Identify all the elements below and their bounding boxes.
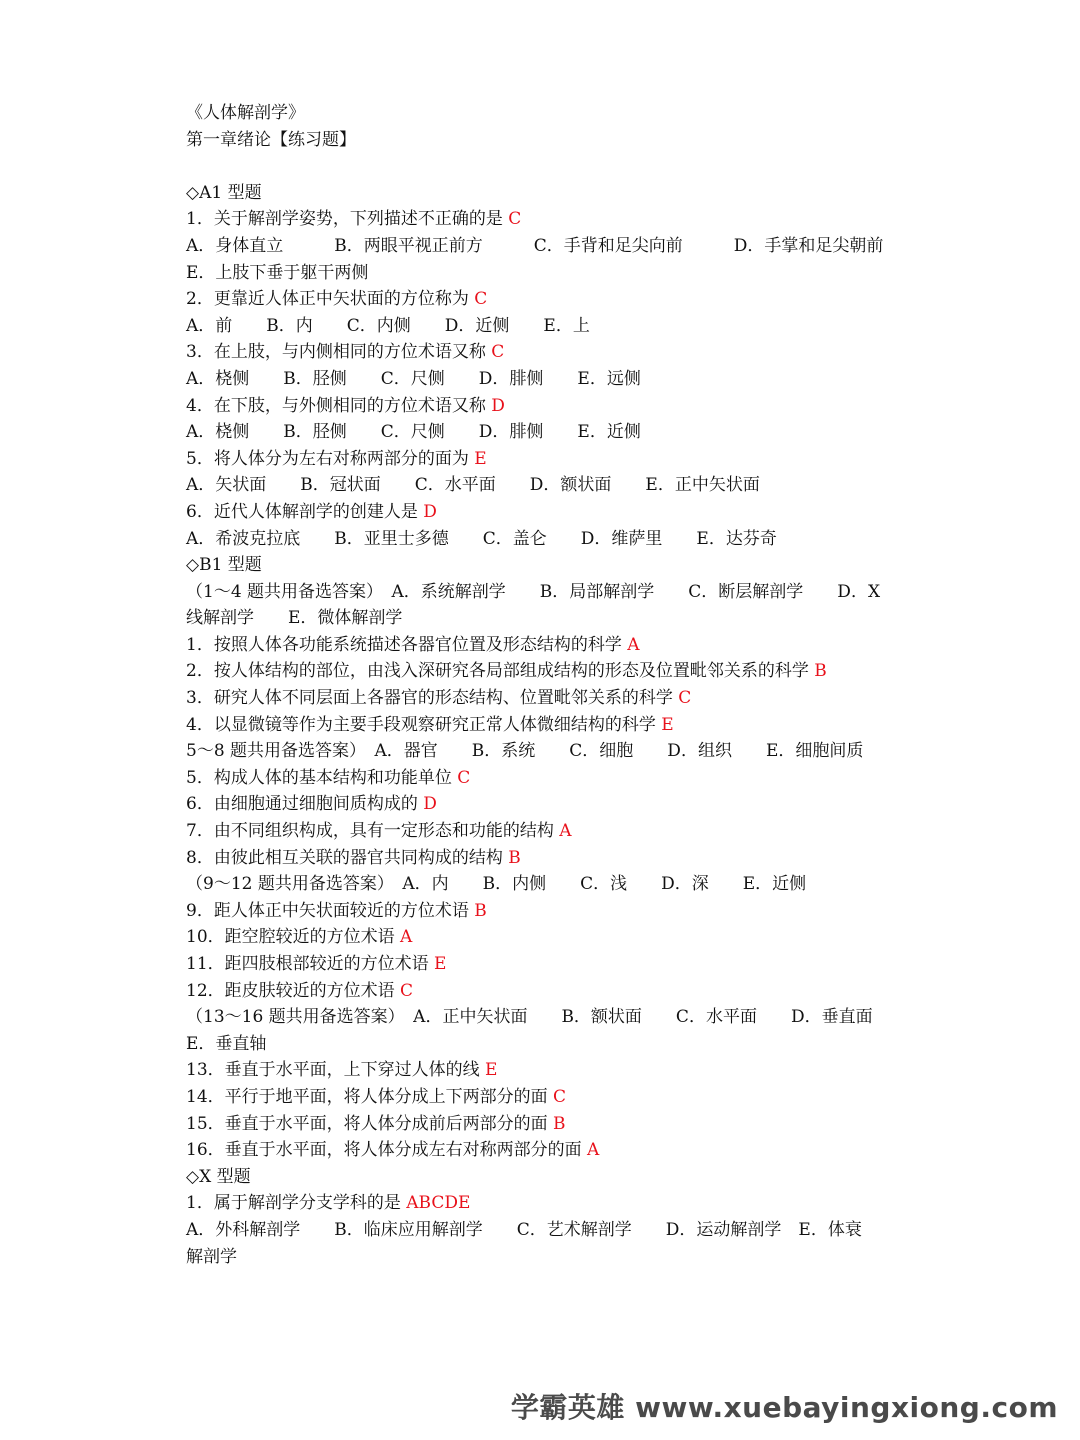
question-line [186,1190,906,1217]
line-text: 3．在上肢，与内侧相同的方位术语又称 [186,342,492,363]
text-line [186,1004,906,1031]
line-text: 10．距空腔较近的方位术语 [186,927,401,948]
answer-key: B [814,661,827,682]
line-text: A．矢状面 B．冠状面 C．水平面 D．额状面 E．正中矢状面 [186,475,760,496]
answer-key: C [400,980,414,1001]
question-line [186,898,906,925]
chapter-heading: 第一章绪论【练习题】 [186,129,356,150]
watermark-text: 学霸英雄 www.xuebayingxiong.com [510,1391,1058,1424]
text-line [186,472,906,499]
text-line [186,260,906,287]
text-line [186,1031,906,1058]
line-text: E．上肢下垂于躯干两侧 [186,262,369,283]
answer-key: C [553,1086,567,1107]
line-text: 4．在下肢，与外侧相同的方位术语又称 [186,395,492,416]
question-line [186,712,906,739]
answer-key: D [423,501,437,522]
line-text: 4．以显微镜等作为主要手段观察研究正常人体微细结构的科学 [186,714,662,735]
text-line [186,313,906,340]
answer-key: B [553,1113,566,1134]
question-list [186,180,906,1270]
question-line [186,206,906,233]
line-text: 1．关于解剖学姿势，下列描述不正确的是 [186,209,509,230]
text-line [186,738,906,765]
line-text: 1．按照人体各功能系统描述各器官位置及形态结构的科学 [186,634,628,655]
question-line [186,632,906,659]
line-text: ◇A1 型题 [186,182,262,203]
line-text: 14．平行于地平面，将人体分成上下两部分的面 [186,1086,554,1107]
line-text: A．前 B．内 C．内侧 D．近侧 E．上 [186,315,590,336]
text-line [186,233,906,260]
answer-key: B [508,847,521,868]
line-text: E．垂直轴 [186,1033,267,1054]
line-text: 11．距四肢根部较近的方位术语 [186,954,435,974]
line-text: （1～4 题共用备选答案） A．系统解剖学 B．局部解剖学 C．断层解剖学 D．X [186,581,881,602]
answer-key: D [423,794,437,815]
line-text: 9．距人体正中矢状面较近的方位术语 [186,900,475,921]
text-line [186,871,906,898]
text-line [186,526,906,553]
line-text: 6．近代人体解剖学的创建人是 [186,501,424,522]
answer-key: E [485,1060,498,1081]
line-text: 12．距皮肤较近的方位术语 [186,980,401,1001]
answer-key: C [491,342,505,363]
question-line [186,658,906,685]
question-line [186,393,906,420]
answer-key: C [508,209,522,230]
text-line [186,366,906,393]
answer-key: A [400,927,413,948]
line-text: 解剖学 [186,1246,237,1267]
question-line [186,1084,906,1111]
answer-key: A [559,821,572,842]
document-body [186,100,906,1270]
line-text: A．身体直立 B．两眼平视正前方 C．手背和足尖向前 D．手掌和足尖朝前 [186,235,884,256]
document-title: 《人体解剖学》 [186,103,305,123]
line-text: A．桡侧 B．胫侧 C．尺侧 D．腓侧 E．远侧 [186,368,641,389]
question-line [186,951,906,978]
line-text: 5．将人体分为左右对称两部分的面为 [186,448,475,469]
question-line [186,685,906,712]
question-line [186,978,906,1005]
answer-key: E [661,714,674,735]
text-line [186,579,906,606]
answer-key: A [627,634,640,655]
answer-key: B [474,900,487,921]
line-text: 7．由不同组织构成，具有一定形态和功能的结构 [186,821,560,842]
line-text: 线解剖学 E．微体解剖学 [186,608,403,629]
text-line [186,552,906,579]
question-line [186,1057,906,1084]
text-line [186,1164,906,1191]
line-text: A．希波克拉底 B．亚里士多德 C．盖仑 D．维萨里 E．达芬奇 [186,528,777,549]
question-line [186,924,906,951]
line-text: 16．垂直于水平面，将人体分成左右对称两部分的面 [186,1140,588,1161]
line-text: （9～12 题共用备选答案） A．内 B．内侧 C．浅 D．深 E．近侧 [186,874,807,895]
answer-key: ABCDE [406,1193,471,1214]
question-line [186,339,906,366]
question-line [186,818,906,845]
answer-key: C [474,289,488,310]
answer-key: C [678,688,692,709]
text-line [186,605,906,632]
text-line [186,1244,906,1271]
text-line [186,419,906,446]
line-text: 1．属于解剖学分支学科的是 [186,1193,407,1214]
line-text: 13．垂直于水平面，上下穿过人体的线 [186,1060,486,1081]
line-text: 6．由细胞通过细胞间质构成的 [186,794,424,815]
question-line [186,446,906,473]
blank-line [186,153,906,180]
question-line [186,1137,906,1164]
text-line [186,1217,906,1244]
line-text: ◇X 型题 [186,1166,251,1187]
question-line [186,499,906,526]
question-line [186,845,906,872]
line-text: 2．按人体结构的部位，由浅入深研究各局部组成结构的形态及位置毗邻关系的科学 [186,661,815,682]
line-text: （13～16 题共用备选答案） A．正中矢状面 B．额状面 C．水平面 D．垂直面 [186,1007,873,1028]
line-text: A．桡侧 B．胫侧 C．尺侧 D．腓侧 E．近侧 [186,422,641,443]
answer-key: C [457,767,471,788]
answer-key: A [587,1140,600,1161]
answer-key: E [474,448,487,469]
line-text: 15．垂直于水平面，将人体分成前后两部分的面 [186,1113,554,1134]
question-line [186,1111,906,1138]
line-text: 2．更靠近人体正中矢状面的方位称为 [186,289,475,310]
answer-key: D [491,395,505,416]
line-text: 3．研究人体不同层面上各器官的形态结构、位置毗邻关系的科学 [186,688,679,709]
line-text: 5～8 题共用备选答案） A．器官 B．系统 C．细胞 D．组织 E．细胞间质 [186,741,864,762]
line-text: 8．由彼此相互关联的器官共同构成的结构 [186,847,509,868]
text-line [186,180,906,207]
line-text: A．外科解剖学 B．临床应用解剖学 C．艺术解剖学 D．运动解剖学 E．体衰 [186,1219,862,1240]
question-line [186,791,906,818]
question-line [186,286,906,313]
line-text: 5．构成人体的基本结构和功能单位 [186,767,458,788]
question-line [186,765,906,792]
answer-key: E [434,954,447,974]
line-text: ◇B1 型题 [186,555,262,576]
